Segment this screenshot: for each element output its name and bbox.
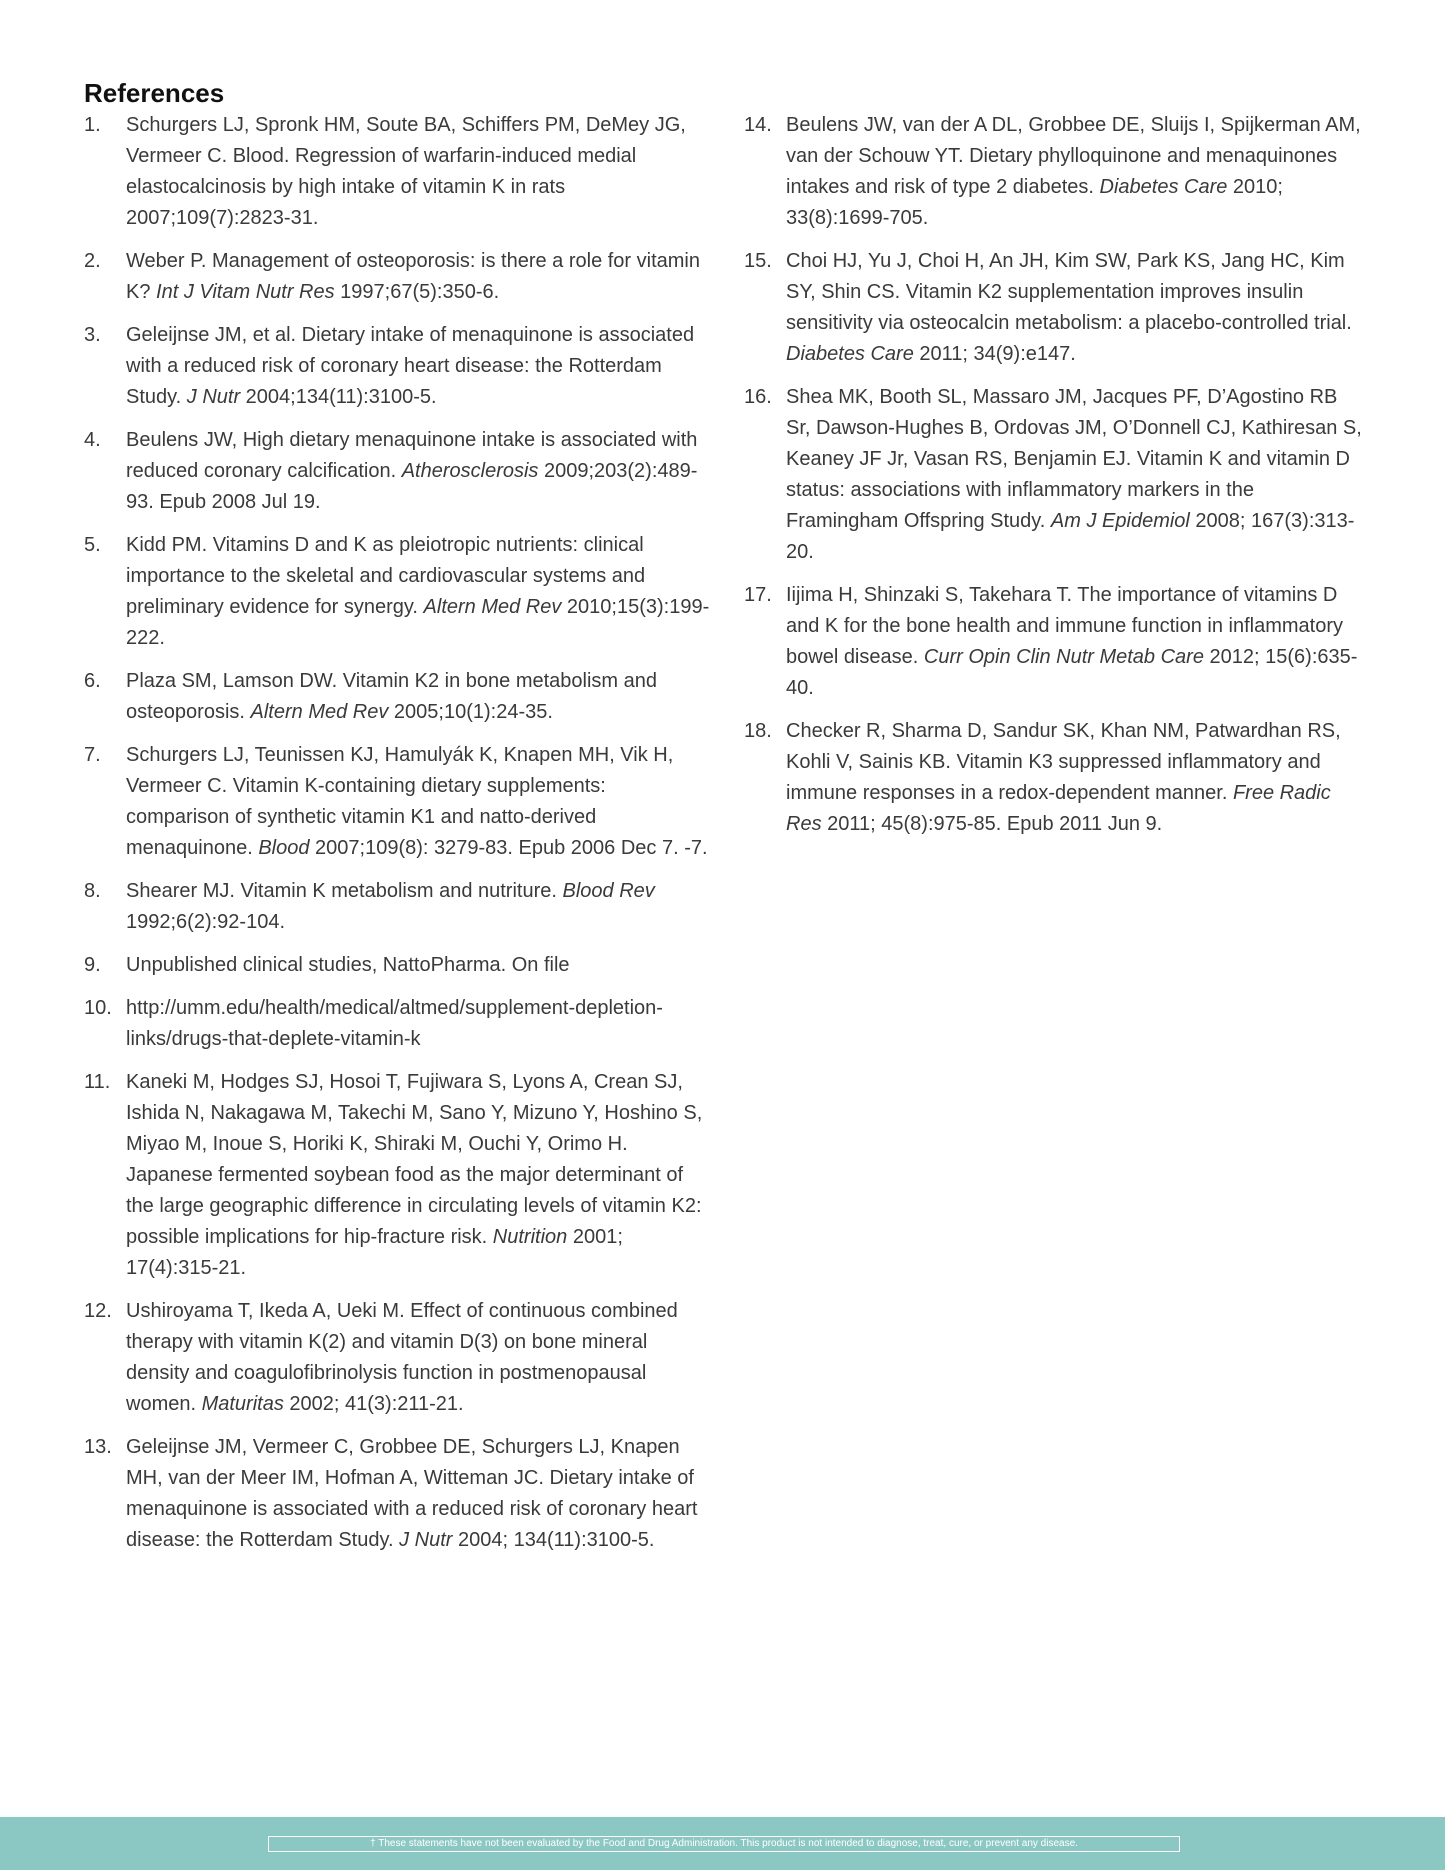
reference-segment: Unpublished clinical studies, NattoPharma. On file [126,954,570,976]
reference-number: 6. [84,670,101,692]
reference-text [126,246,714,308]
reference-item [84,1296,714,1420]
reference-segment: Ushiroyama T, Ikeda A, Ueki M. Effect of continuous combined therapy with vitamin K(2) and vitamin D(3) on bone mineral density and coagulofibrinolysis function in postmenopausal women. [126,1300,678,1415]
reference-segment: 2002; 41(3):211-21. [283,1393,464,1415]
reference-journal: Curr Opin Clin Nutr Metab Care [923,646,1204,668]
reference-journal: J Nutr [186,386,241,408]
reference-item [744,382,1364,568]
reference-segment: Geleijnse JM, et al. Dietary intake of menaquinone is associated with a reduced risk of coronary heart disease: the Rotterdam Study. [126,324,695,408]
reference-journal: Diabetes Care [1099,176,1228,198]
reference-segment: 2004; 134(11):3100-5. [452,1529,655,1551]
reference-text [786,382,1364,568]
reference-journal: Altern Med Rev [423,596,562,618]
reference-item [84,246,714,308]
reference-journal: Int J Vitam Nutr Res [156,281,335,303]
reference-segment: Schurgers LJ, Teunissen KJ, Hamulyák K, Knapen MH, Vik H, Vermeer C. Vitamin K-containing dietary supplements: comparison of synthetic vitamin K1 and natto-derived menaquinone. [126,744,674,859]
reference-number: 13. [84,1436,112,1458]
reference-journal: Maturitas [201,1393,284,1415]
reference-segment: Schurgers LJ, Spronk HM, Soute BA, Schiffers PM, DeMey JG, Vermeer C. Blood. Regression of warfarin-induced medial elastocalcinosis by high intake of vitamin K in rats 2007;109(7):2823-31. [126,114,686,229]
reference-number: 4. [84,429,101,451]
reference-segment: 2008; 167(3):313-20. [786,510,1355,563]
reference-text [126,320,714,413]
reference-number: 9. [84,954,101,976]
reference-item [84,530,714,654]
reference-number: 17. [744,584,772,606]
reference-item [744,110,1364,234]
reference-text [126,110,714,234]
reference-text [786,716,1364,840]
reference-journal: Am J Epidemiol [1050,510,1190,532]
reference-segment: Shea MK, Booth SL, Massaro JM, Jacques PF, D’Agostino RB Sr, Dawson-Hughes B, Ordovas JM, O’Donnell CJ, Kathiresan S, Keaney JF Jr, Vasan RS, Benjamin EJ. Vitamin K and vitamin D status: associations with inflammatory markers in the Framingham Offspring Study. [786,386,1362,532]
page-title: References [84,78,225,108]
reference-number: 12. [84,1300,112,1322]
reference-journal: Nutrition [492,1226,568,1248]
reference-item [84,740,714,864]
reference-text [786,580,1364,704]
reference-item [744,246,1364,370]
reference-text [126,993,714,1055]
reference-text [126,740,714,864]
reference-item [84,876,714,938]
reference-segment: http://umm.edu/health/medical/altmed/supplement-depletion-links/drugs-that-deplete-vitamin-k [126,997,663,1050]
reference-number: 2. [84,250,101,272]
reference-journal: Free Radic Res [786,782,1331,835]
reference-segment: Geleijnse JM, Vermeer C, Grobbee DE, Schurgers LJ, Knapen MH, van der Meer IM, Hofman A, Witteman JC. Dietary intake of menaquinone is associated with a reduced risk of coronary heart disease: the Rotterdam Study. [126,1436,698,1551]
reference-number: 11. [84,1071,111,1093]
reference-text [786,246,1364,370]
reference-segment: 2004;134(11):3100-5. [240,386,437,408]
reference-segment: Shearer MJ. Vitamin K metabolism and nutriture. [126,880,563,902]
reference-segment: 2012; 15(6):635-40. [786,646,1358,699]
reference-item [84,320,714,413]
reference-item [84,1067,714,1284]
references-column-right [744,110,1364,852]
reference-segment: Beulens JW, van der A DL, Grobbee DE, Sluijs I, Spijkerman AM, van der Schouw YT. Dietary phylloquinone and menaquinones intakes and risk of type 2 diabetes. [786,114,1361,198]
reference-text [126,1296,714,1420]
reference-text [126,876,714,938]
reference-journal: Diabetes Care [786,343,914,365]
fda-disclaimer: † These statements have not been evaluated by the Food and Drug Administration. This product is not intended to diagnose, treat, cure, or prevent any disease. [268,1836,1180,1852]
reference-segment: Iijima H, Shinzaki S, Takehara T. The importance of vitamins D and K for the bone health and immune function in inflammatory bowel disease. [786,584,1343,668]
reference-number: 1. [84,114,101,136]
reference-number: 14. [744,114,772,136]
reference-journal: J Nutr [399,1529,453,1551]
reference-item [84,110,714,234]
reference-item [744,716,1364,840]
references-column-left [84,110,714,1568]
reference-journal: Altern Med Rev [250,701,389,723]
reference-number: 8. [84,880,101,902]
reference-segment: Kaneki M, Hodges SJ, Hosoi T, Fujiwara S, Lyons A, Crean SJ, Ishida N, Nakagawa M, Takechi M, Sano Y, Mizuno Y, Hoshino S, Miyao M, Inoue S, Horiki K, Shiraki M, Ouchi Y, Orimo H. Japanese fermented soybean food as the major determinant of the large geographic difference in circulating levels of vitamin K2: possible implications for hip-fracture risk. [126,1071,703,1248]
reference-segment: 1997;67(5):350-6. [334,281,500,303]
reference-segment: Beulens JW, High dietary menaquinone intake is associated with reduced coronary calcification. [126,429,698,482]
reference-number: 10. [84,997,112,1019]
reference-item [84,666,714,728]
reference-number: 7. [84,744,101,766]
reference-text [126,1432,714,1556]
reference-segment: Checker R, Sharma D, Sandur SK, Khan NM, Patwardhan RS, Kohli V, Sainis KB. Vitamin K3 suppressed inflammatory and immune responses in a redox-dependent manner. [786,720,1341,804]
reference-segment: Kidd PM. Vitamins D and K as pleiotropic nutrients: clinical importance to the skeletal and cardiovascular systems and preliminary evidence for synergy. [126,534,646,618]
reference-text [126,425,714,518]
reference-segment: Weber P. Management of osteoporosis: is there a role for vitamin K? [126,250,700,303]
reference-text [126,1067,714,1284]
reference-journal: Blood Rev [562,880,655,902]
reference-text [786,110,1364,234]
reference-text [126,530,714,654]
reference-number: 3. [84,324,101,346]
reference-segment: 2011; 45(8):975-85. Epub 2011 Jun 9. [821,813,1163,835]
reference-journal: Atherosclerosis [401,460,539,482]
reference-segment: 2010;15(3):199-222. [126,596,710,649]
reference-text [126,666,714,728]
reference-segment: 2001; 17(4):315-21. [126,1226,623,1279]
reference-text [126,950,714,981]
reference-item [84,950,714,981]
reference-item [744,580,1364,704]
reference-segment: Choi HJ, Yu J, Choi H, An JH, Kim SW, Park KS, Jang HC, Kim SY, Shin CS. Vitamin K2 supplementation improves insulin sensitivity via osteocalcin metabolism: a placebo-controlled trial. [786,250,1352,334]
reference-item [84,993,714,1055]
reference-segment: 1992;6(2):92-104. [126,911,286,933]
reference-number: 18. [744,720,772,742]
reference-segment: 2011; 34(9):e147. [913,343,1076,365]
reference-segment: 2005;10(1):24-35. [388,701,553,723]
reference-segment: 2010; 33(8):1699-705. [786,176,1283,229]
reference-segment: Plaza SM, Lamson DW. Vitamin K2 in bone metabolism and osteoporosis. [126,670,657,723]
reference-item [84,1432,714,1556]
reference-number: 5. [84,534,101,556]
reference-segment: 2007;109(8): 3279-83. Epub 2006 Dec 7. -7. [309,837,708,859]
reference-item [84,425,714,518]
reference-number: 16. [744,386,772,408]
reference-number: 15. [744,250,772,272]
reference-segment: 2009;203(2):489-93. Epub 2008 Jul 19. [126,460,698,513]
reference-journal: Blood [258,837,310,859]
